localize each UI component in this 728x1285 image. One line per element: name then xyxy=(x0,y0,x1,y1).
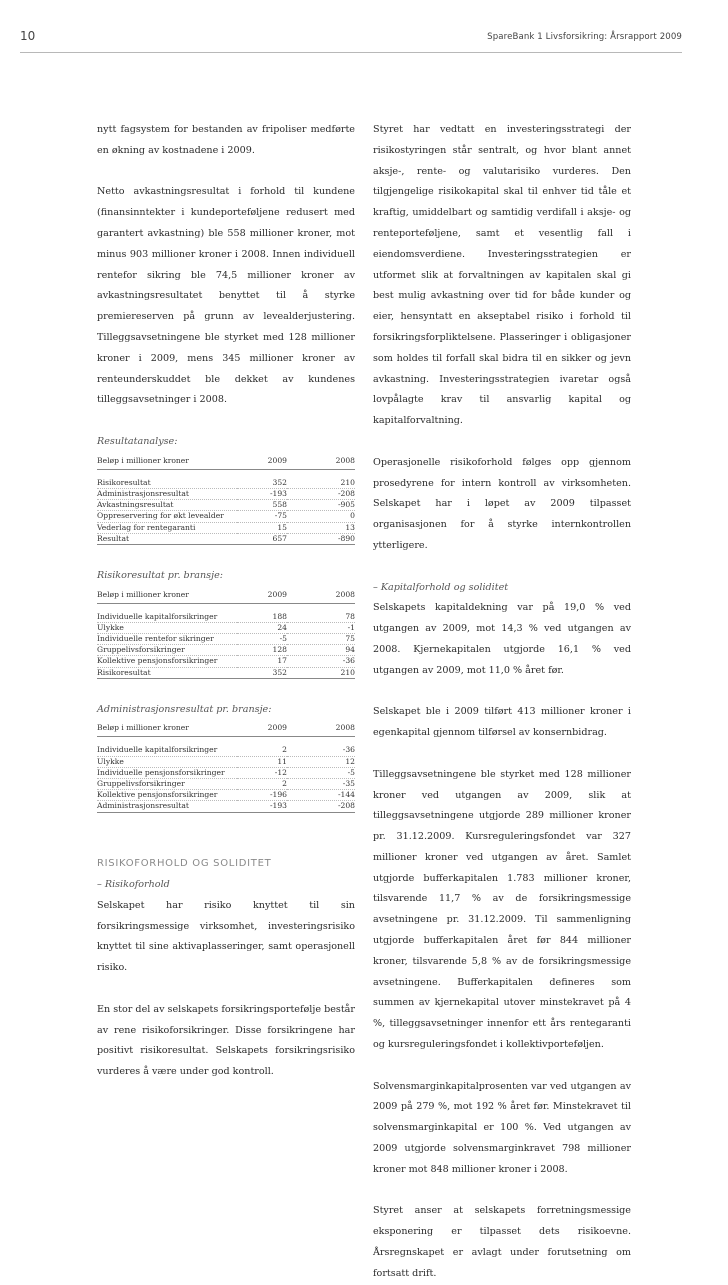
cell-v1: 657 xyxy=(237,533,287,544)
cell-label: Resultat xyxy=(97,533,237,544)
cell-label: Beløp i millioner kroner xyxy=(97,587,237,604)
cell-v2: 78 xyxy=(287,612,355,623)
admin-table xyxy=(97,720,355,812)
left-column xyxy=(97,120,355,1083)
table-spacer xyxy=(97,603,355,612)
paragraph: Solvensmarginkapitalprosenten var ved utgangen av 2009 på 279 %, mot 192 % året før. Minstekravet til solvensmarginkapital er 100 %. Ved utgangen av 2009 utgjorde solvensmarginkravet 798 millioner kroner mot 848 millioner kroner i 2008. xyxy=(373,1080,631,1175)
table-row xyxy=(97,511,355,522)
table-row xyxy=(97,656,355,667)
cell-label: Avkastningsresultat xyxy=(97,500,237,511)
table-total-row xyxy=(97,667,355,678)
cell-label: Oppreservering for økt levealder xyxy=(97,511,237,522)
cell-v1 xyxy=(237,469,287,478)
cell-v1: 24 xyxy=(237,622,287,633)
cell-v1: -5 xyxy=(237,633,287,644)
table-total-row xyxy=(97,801,355,812)
paragraph: Netto avkastningsresultat i forhold til kundene (finansinntekter i kundeporteføljene redusert med garantert avkastning) ble 558 millioner kroner, mot minus 903 millioner kroner i 2008. Innen individuell rentefor sikring ble 74,5 millioner kroner av avkastningsresultatet benyttet til å styrke premiereserven på grunn av levealderjustering. Tilleggsavsetningene ble styrket med 128 millioner kroner i 2009, mens 345 millioner kroner av renteunderskuddet ble dekket av kundenes tilleggsavsetninger i 2008. xyxy=(97,186,355,406)
paragraph: Selskapet har risiko knyttet til sin forsikringsmessige virksomhet, investeringsrisiko knyttet til sine aktivaplasseringer, samt operasjonell risiko. xyxy=(97,899,355,974)
cell-v2: 12 xyxy=(287,756,355,767)
cell-v2: 13 xyxy=(287,522,355,533)
cell-v2: -36 xyxy=(287,656,355,667)
table-header-row xyxy=(97,453,355,470)
cell-label: Individuelle rentefor sikringer xyxy=(97,633,237,644)
cell-v1: -193 xyxy=(237,801,287,812)
cell-label: Gruppelivsforsikringer xyxy=(97,778,237,789)
cell-v2: 75 xyxy=(287,633,355,644)
cell-v2: -5 xyxy=(287,767,355,778)
table-row xyxy=(97,790,355,801)
cell-v1 xyxy=(237,603,287,612)
cell-v1: 352 xyxy=(237,667,287,678)
cell-v2 xyxy=(287,469,355,478)
cell-v1: 2009 xyxy=(237,453,287,470)
table-row xyxy=(97,522,355,533)
resultat-heading: Resultatanalyse: xyxy=(97,435,178,447)
cell-label: Ulykke xyxy=(97,622,237,633)
table-total-row xyxy=(97,533,355,544)
table-row xyxy=(97,633,355,644)
cell-v2: 210 xyxy=(287,667,355,678)
cell-v2: 0 xyxy=(287,511,355,522)
table-row xyxy=(97,500,355,511)
paragraph: Operasjonelle risikoforhold følges opp gjennom prosedyrene for intern kontroll av virksomheten. Selskapet har i løpet av 2009 tilpasset organisasjonen for å styrke internkontrollen ytterligere. xyxy=(373,456,631,551)
right-column xyxy=(373,120,631,1285)
cell-v1: 188 xyxy=(237,612,287,623)
risiko-bransje-heading: Risikoresultat pr. bransje: xyxy=(97,569,223,581)
cell-v2: -35 xyxy=(287,778,355,789)
table-row xyxy=(97,778,355,789)
table-row xyxy=(97,478,355,489)
kapitalforhold-subheading: – Kapitalforhold og soliditet xyxy=(373,581,509,593)
cell-label: Individuelle kapitalforsikringer xyxy=(97,745,237,756)
cell-label xyxy=(97,603,237,612)
running-title: SpareBank 1 Livsforsikring: Årsrapport 2009 xyxy=(487,32,682,42)
cell-v2: -208 xyxy=(287,801,355,812)
paragraph: Selskapet ble i 2009 tilført 413 millioner kroner i egenkapital gjennom tilførsel av konsernbidrag. xyxy=(373,706,631,739)
header-rule xyxy=(20,52,682,53)
paragraph: Styret har vedtatt en investeringsstrategi der risikostyringen står sentralt, og hvor blant annet aksje-, rente- og valutarisiko vurderes. Den tilgjengelige risikokapital skal til enhver tid tåle et kraftig, umiddelbart og samtidig verdifall i aksje- og renteporteføljene, samt et vesentlig fall i eiendomsverdiene. Investeringsstrategien er utformet slik at forvaltningen av kapitalen skal gi best mulig avkastning over tid for både kunder og eier, hensyntatt en akseptabel risiko i forhold til forsikringsforpliktelsene. Plasseringer i obligasjoner som holdes til forfall skal bidra til en sikker og jevn avkastning. Investeringsstrategien ivaretar også lovpålagte krav til ansvarlig kapital og kapitalforvaltning. xyxy=(373,124,631,427)
cell-v1: -75 xyxy=(237,511,287,522)
cell-v2: 2008 xyxy=(287,720,355,737)
resultat-table xyxy=(97,453,355,545)
cell-v1: 15 xyxy=(237,522,287,533)
cell-label: Individuelle pensjonsforsikringer xyxy=(97,767,237,778)
cell-v2: 2008 xyxy=(287,587,355,604)
cell-v1: 2009 xyxy=(237,720,287,737)
cell-v1: 558 xyxy=(237,500,287,511)
cell-label: Beløp i millioner kroner xyxy=(97,720,237,737)
cell-v1: 2 xyxy=(237,745,287,756)
section-heading: RISIKOFORHOLD OG SOLIDITET xyxy=(97,858,272,870)
table-row xyxy=(97,645,355,656)
cell-v1: 2 xyxy=(237,778,287,789)
cell-v1: 11 xyxy=(237,756,287,767)
cell-v1: 17 xyxy=(237,656,287,667)
cell-v2: -208 xyxy=(287,488,355,499)
cell-v1: 128 xyxy=(237,645,287,656)
cell-v2 xyxy=(287,603,355,612)
table-row xyxy=(97,622,355,633)
cell-label: Risikoresultat xyxy=(97,478,237,489)
cell-label: Kollektive pensjonsforsikringer xyxy=(97,656,237,667)
page-header xyxy=(0,0,728,72)
admin-bransje-heading: Administrasjonsresultat pr. bransje: xyxy=(97,703,272,715)
cell-v2: 94 xyxy=(287,645,355,656)
cell-label: Individuelle kapitalforsikringer xyxy=(97,612,237,623)
cell-v2: 210 xyxy=(287,478,355,489)
cell-label: Risikoresultat xyxy=(97,667,237,678)
cell-v1 xyxy=(237,737,287,746)
cell-v2: -36 xyxy=(287,745,355,756)
cell-v2: -890 xyxy=(287,533,355,544)
cell-v2: -1 xyxy=(287,622,355,633)
cell-label xyxy=(97,737,237,746)
table-row xyxy=(97,488,355,499)
table-spacer xyxy=(97,737,355,746)
cell-label: Administrasjonsresultat xyxy=(97,488,237,499)
paragraph: En stor del av selskapets forsikringsportefølje består av rene risikoforsikringer. Disse forsikringene har positivt risikoresultat. Selskapets forsikringsrisiko vurderes å være under god kontroll. xyxy=(97,1003,355,1078)
paragraph: Styret anser at selskapets forretningsmessige eksponering er tilpasset dets risikoevne. Årsregnskapet er avlagt under forutsetning om fortsatt drift. xyxy=(373,1205,631,1279)
table-header-row xyxy=(97,720,355,737)
cell-v1: -193 xyxy=(237,488,287,499)
cell-v2: -144 xyxy=(287,790,355,801)
cell-label: Vederlag for rentegaranti xyxy=(97,522,237,533)
cell-v2 xyxy=(287,737,355,746)
cell-v2: 2008 xyxy=(287,453,355,470)
cell-label: Ulykke xyxy=(97,756,237,767)
cell-label: Gruppelivsforsikringer xyxy=(97,645,237,656)
table-header-row xyxy=(97,587,355,604)
paragraph: nytt fagsystem for bestanden av fripoliser medførte en økning av kostnadene i 2009. xyxy=(97,124,355,156)
cell-v1: -196 xyxy=(237,790,287,801)
cell-v1: -12 xyxy=(237,767,287,778)
paragraph: Selskapets kapitaldekning var på 19,0 % ved utgangen av 2009, mot 14,3 % ved utgangen av 2008. Kjernekapitalen utgjorde 16,1 % ved utgangen av 2009, mot 11,0 % året før. xyxy=(373,602,631,676)
cell-label: Administrasjonsresultat xyxy=(97,801,237,812)
cell-label: Kollektive pensjonsforsikringer xyxy=(97,790,237,801)
risikoforhold-subheading: – Risikoforhold xyxy=(97,878,170,890)
table-row xyxy=(97,612,355,623)
table-row xyxy=(97,767,355,778)
page-number: 10 xyxy=(20,29,36,43)
cell-v1: 2009 xyxy=(237,587,287,604)
table-spacer xyxy=(97,469,355,478)
cell-label: Beløp i millioner kroner xyxy=(97,453,237,470)
risiko-table xyxy=(97,587,355,679)
table-row xyxy=(97,745,355,756)
cell-v2: -905 xyxy=(287,500,355,511)
cell-label xyxy=(97,469,237,478)
cell-v1: 352 xyxy=(237,478,287,489)
paragraph: Tilleggsavsetningene ble styrket med 128 millioner kroner ved utgangen av 2009, slik at tilleggsavsetningene utgjorde 289 millioner kroner pr. 31.12.2009. Kursreguleringsfondet var 327 millioner kroner ved utgangen av året. Samlet utgjorde bufferkapitalen 1.783 millioner kroner, tilsvarende 11,7 % av de forsikringsmessige avsetningene pr. 31.12.2009. Til sammenligning utgjorde bufferkapitalen året før 844 millioner kroner, tilsvarende 5,8 % av de forsikringsmessige avsetningene. Bufferkapitalen defineres som summen av kjernekapital utover minstekravet på 4 %, tilleggsavsetninger innenfor ett års rentegaranti og kursreguleringsfondet i kollektivporteføljen. xyxy=(373,768,631,1051)
table-row xyxy=(97,756,355,767)
